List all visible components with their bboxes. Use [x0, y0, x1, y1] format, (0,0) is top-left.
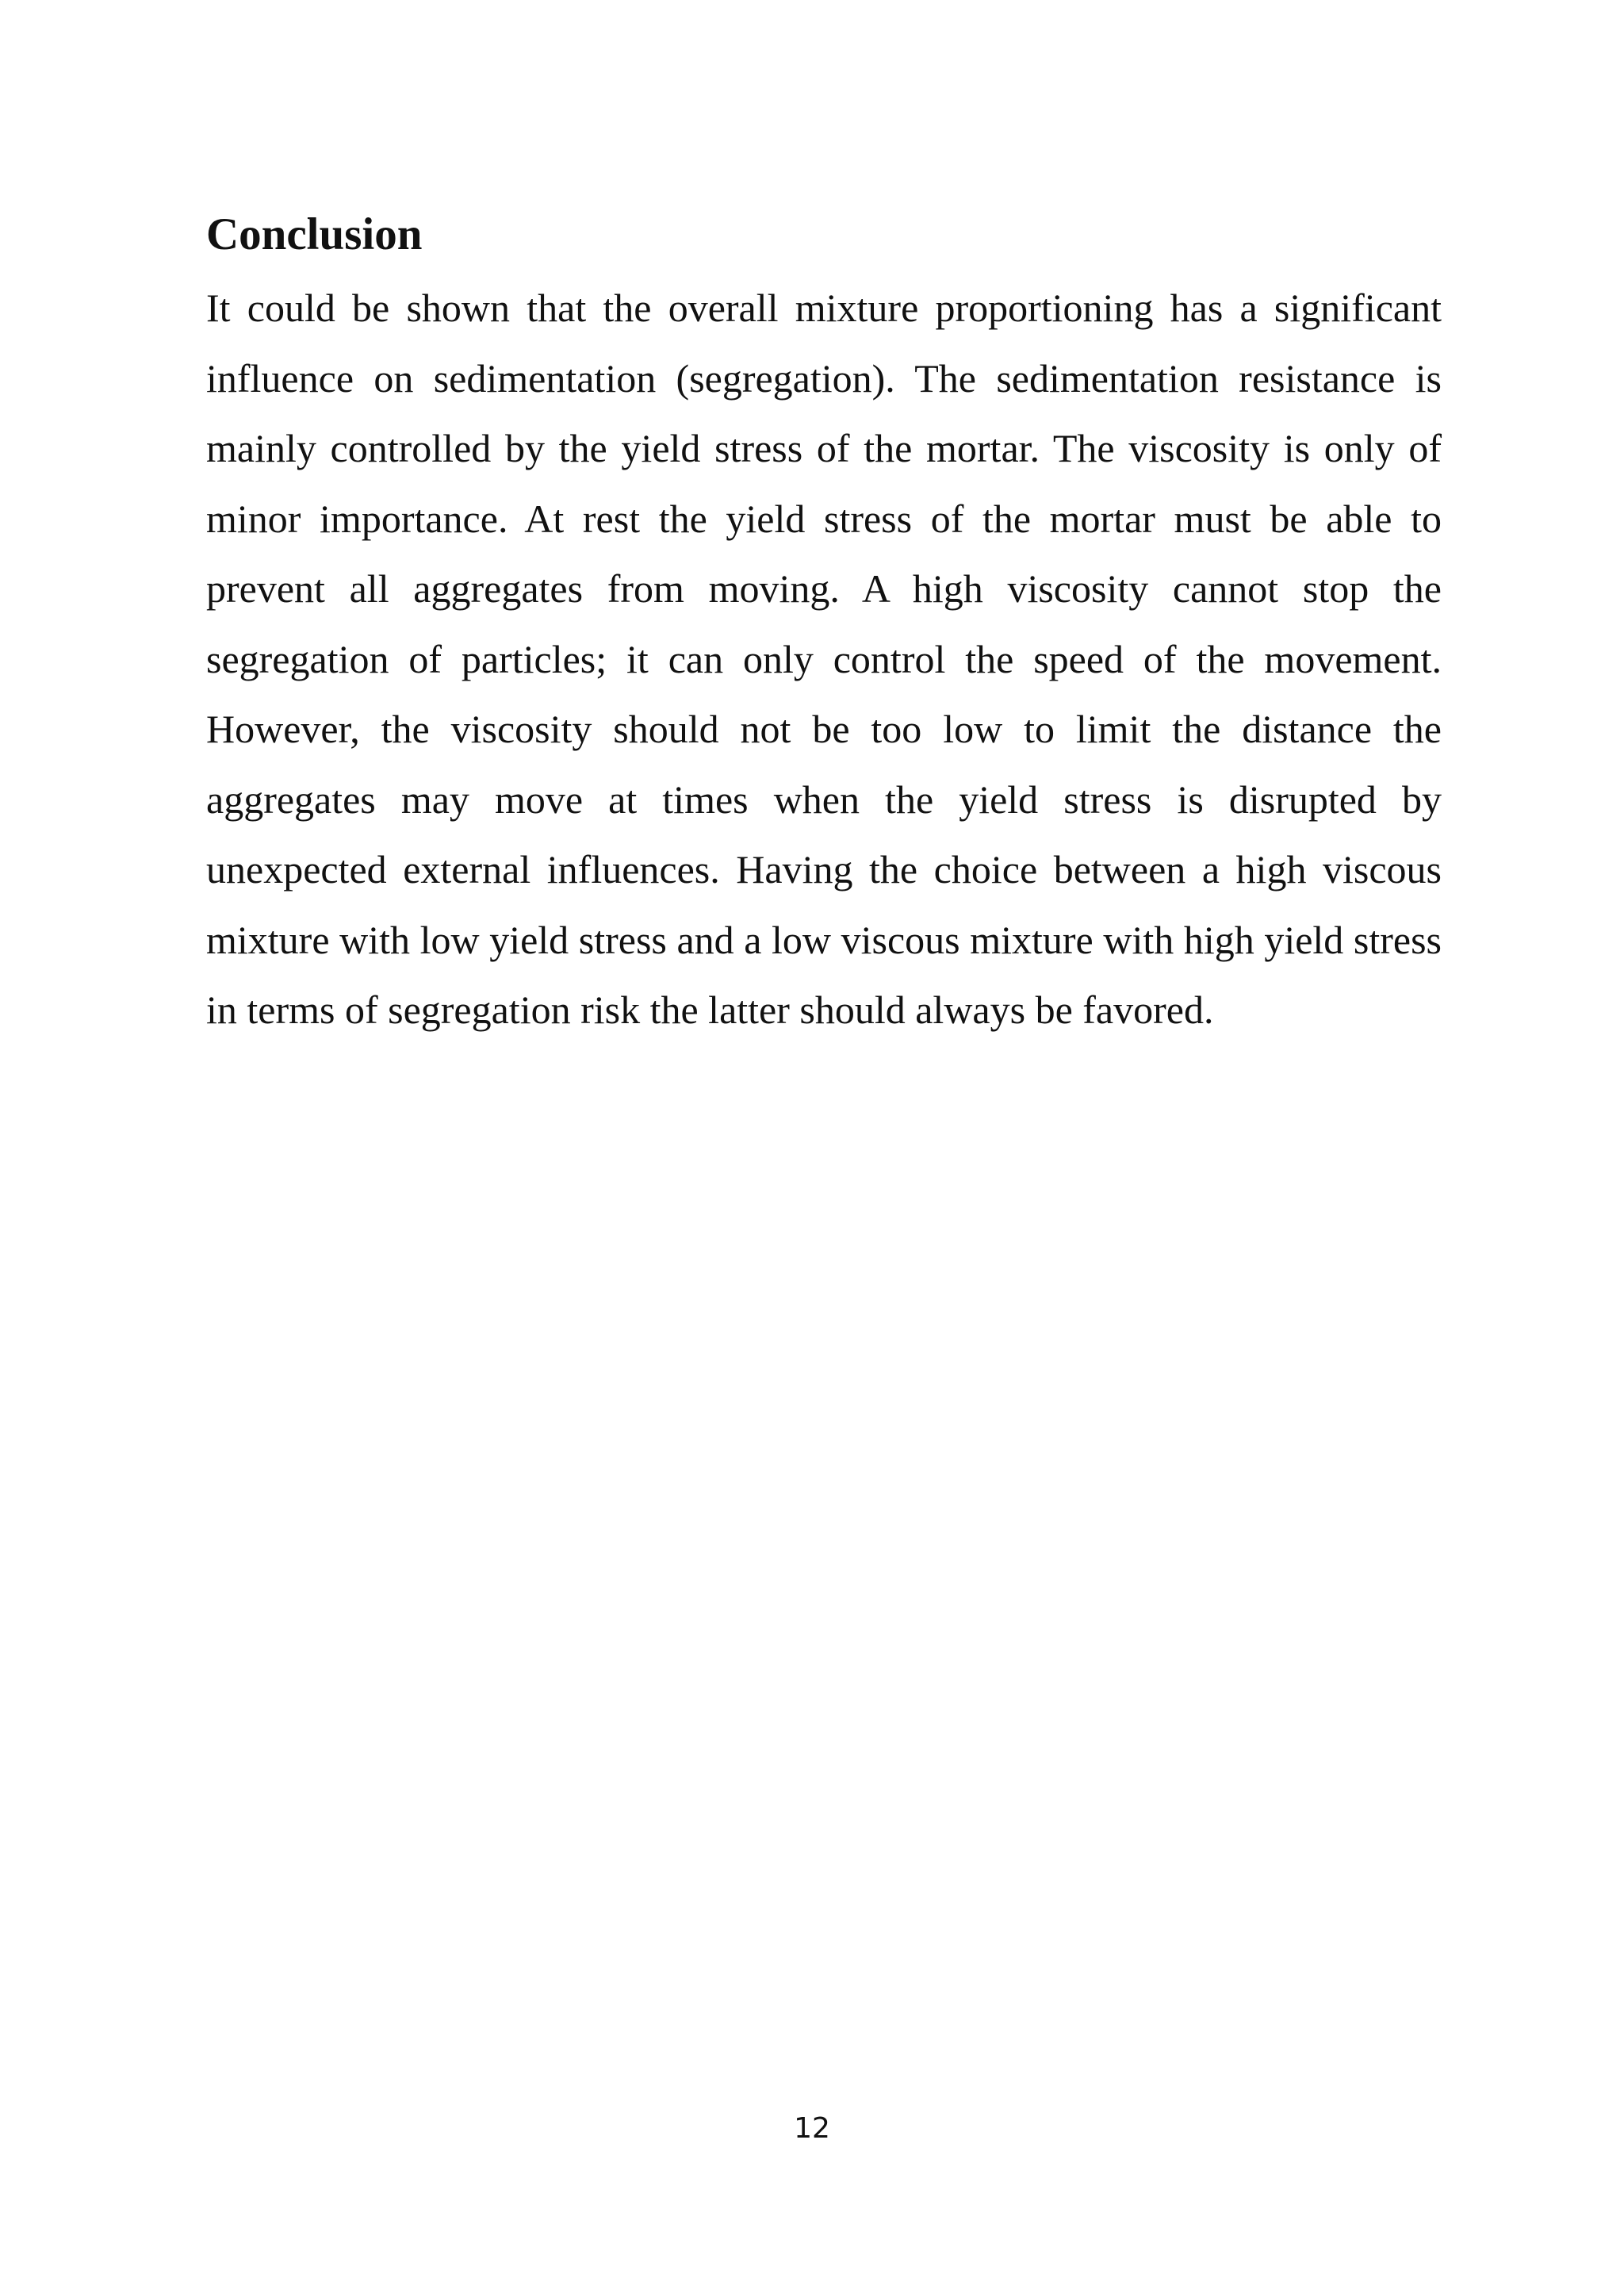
page-number: 12	[794, 2112, 830, 2145]
body-paragraph: It could be shown that the overall mixture proportioning has a significant influence on sedimentation (segregation). The sedimentation resistance is mainly controlled by the yield stress of the mortar. The viscosity is only of minor importance. At rest the yield stress of the mortar must be able to prevent all aggregates from moving. A high viscosity cannot stop the segregation of particles; it can only control the speed of the movement. However, the viscosity should not be too low to limit the distance the aggregates may move at times when the yield stress is disrupted by unexpected external influences. Having the choice between a high viscous mixture with low yield stress and a low viscous mixture with high yield stress in terms of segregation risk the latter should always be favored.	[206, 286, 1442, 1032]
page-content	[206, 208, 1442, 1045]
section-heading: Conclusion	[206, 209, 423, 259]
